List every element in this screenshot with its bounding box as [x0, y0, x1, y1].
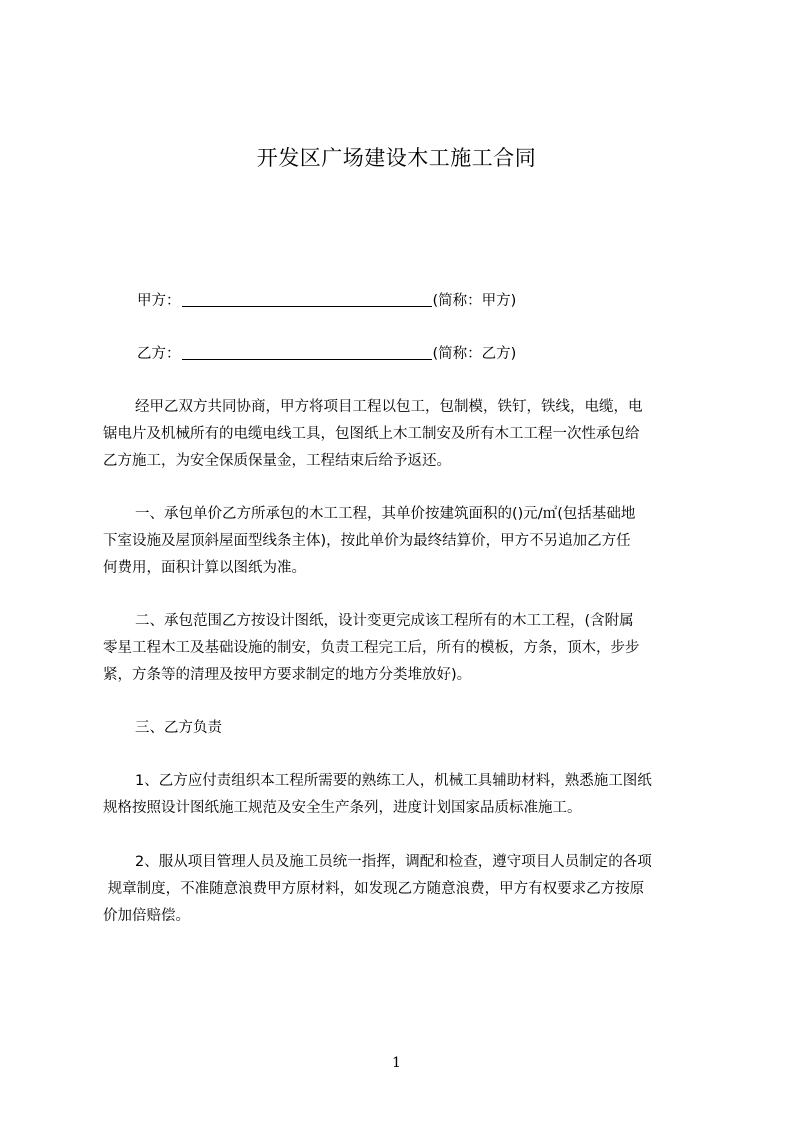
party-b-abbr: (简称：乙方) — [432, 346, 517, 362]
paragraph-line: 规格按照设计图纸施工规范及安全生产条列，进度计划国家品质标准施工。 — [103, 800, 582, 816]
paragraph-line: 紧，方条等的清理及按甲方要求制定的地方分类堆放好)。 — [103, 667, 472, 683]
paragraph-item-2 — [103, 849, 703, 930]
paragraph-line: 经甲乙双方共同协商，甲方将项目工程以包工，包制模，铁钉，铁线，电缆，电 — [135, 399, 643, 415]
page-number: 1 — [392, 1055, 401, 1071]
paragraph-line: 规章制度，不准随意浪费甲方原材料，如发现乙方随意浪费，甲方有权要求乙方按原 — [103, 881, 645, 897]
paragraph-line: 2、服从项目管理人员及施工员统一指挥，调配和检查，遵守项目人员制定的各项 — [135, 854, 652, 870]
paragraph-line: 价加倍赔偿。 — [103, 908, 190, 924]
document-title: 开发区广场建设木工施工合同 — [256, 146, 537, 170]
paragraph-line: 二、承包范围乙方按设计图纸，设计变更完成该工程所有的木工工程，(含附属 — [135, 613, 634, 629]
party-a-abbr: (简称：甲方) — [432, 293, 517, 309]
paragraph-unit-price — [103, 501, 703, 582]
party-a-blank-field[interactable] — [182, 292, 432, 307]
party-a-line — [137, 291, 516, 311]
paragraph-item-1 — [103, 768, 703, 822]
party-b-label: 乙方： — [137, 346, 181, 362]
paragraph-line: 下室设施及屋顶斜屋面型线条主体)，按此单价为最终结算价，甲方不另追加乙方任 — [103, 533, 631, 549]
paragraph-line: 何费用，面积计算以图纸为准。 — [103, 560, 306, 576]
paragraph-intro — [103, 394, 703, 475]
party-b-line — [137, 344, 516, 364]
party-b-blank-field[interactable] — [182, 345, 432, 360]
paragraph-line: 锯电片及机械所有的电缆电线工具，包图纸上木工制安及所有木工工程一次性承包给 — [103, 426, 640, 442]
paragraph-line: 1、乙方应付责组织本工程所需要的熟练工人，机械工具辅助材料，熟悉施工图纸 — [135, 773, 652, 789]
party-a-label: 甲方： — [137, 293, 181, 309]
paragraph-line: 零星工程木工及基础设施的制安，负责工程完工后，所有的模板，方条，顶木，步步 — [103, 640, 640, 656]
paragraph-party-b-heading — [103, 715, 703, 742]
paragraph-line: 乙方施工，为安全保质保量金，工程结束后给予返还。 — [103, 453, 451, 469]
section-heading: 三、乙方负责 — [135, 720, 222, 736]
paragraph-scope — [103, 608, 703, 689]
paragraph-line: 一、承包单价乙方所承包的木工工程，其单价按建筑面积的()元/㎡(包括基础地 — [135, 506, 636, 522]
